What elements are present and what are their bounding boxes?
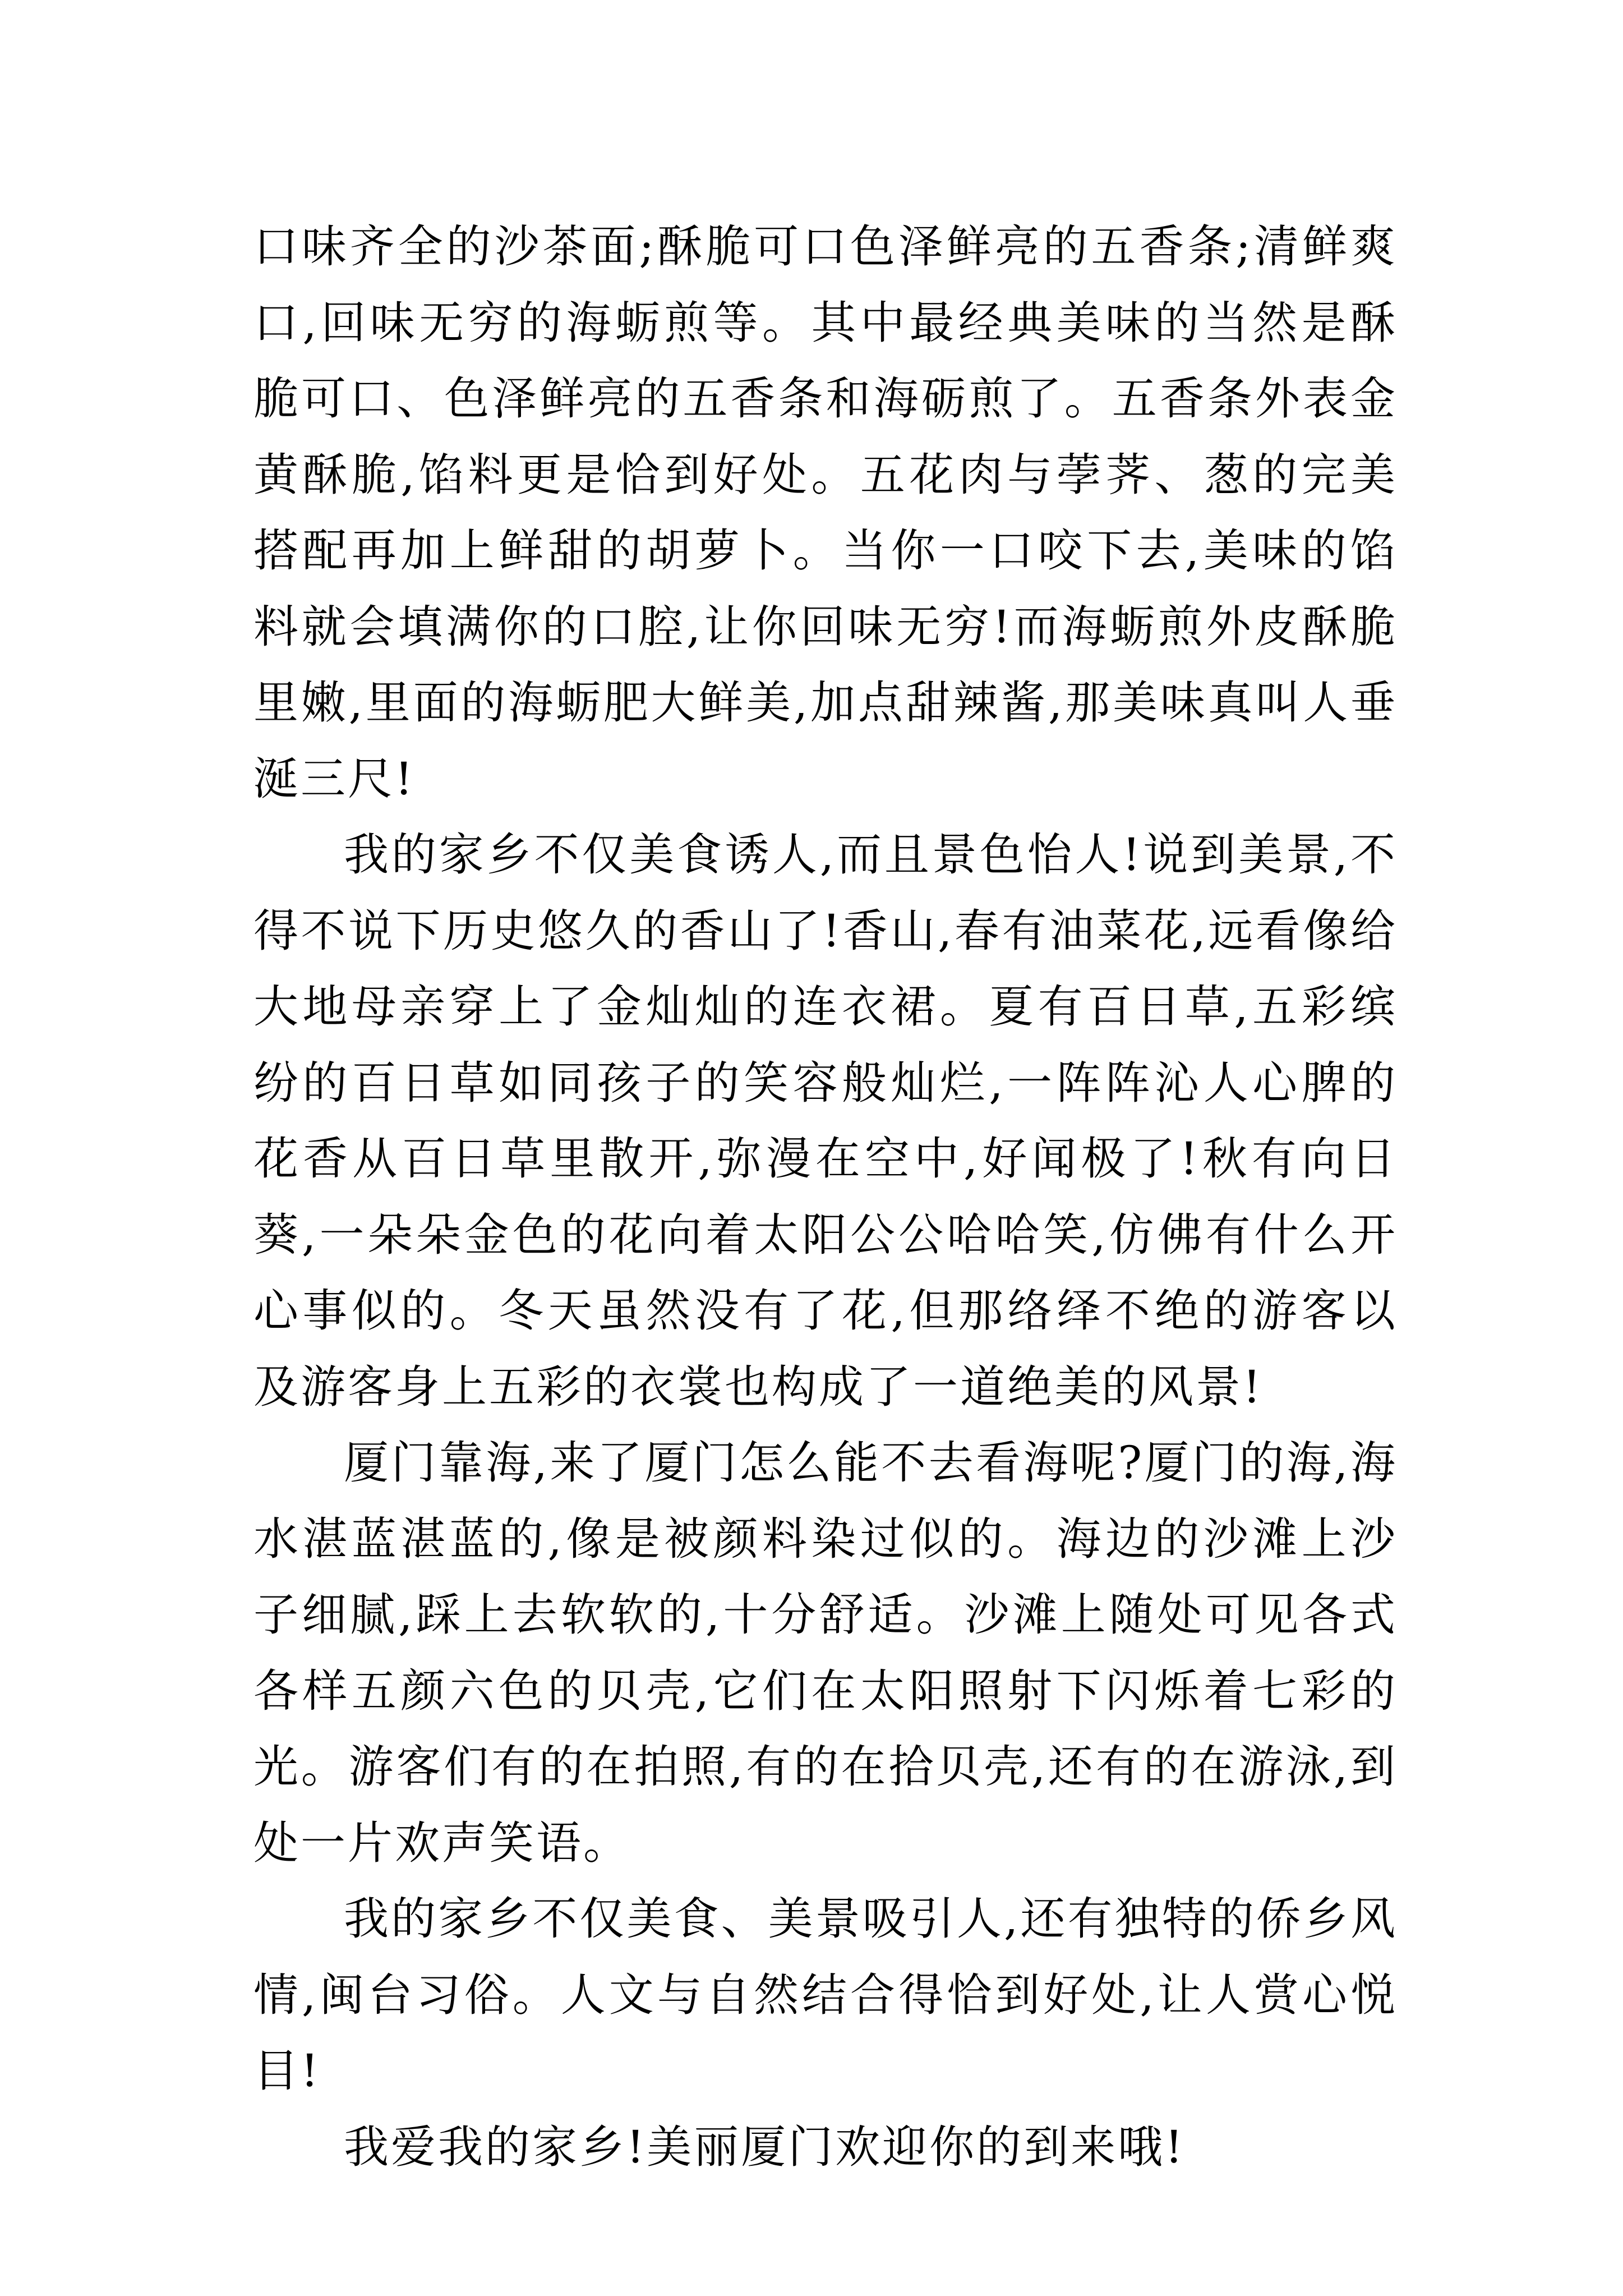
paragraph-closing: 我爱我的家乡!美丽厦门欢迎你的到来哦! — [344, 2120, 1186, 2173]
paragraph-customs: 我的家乡不仅美食、美景吸引人,还有独特的侨乡风情,闽台习俗。人文与自然结合得恰到好处,让人赏心悦目! — [253, 1893, 1398, 2097]
paragraph-sea: 厦门靠海,来了厦门怎么能不去看海呢?厦门的海,海水湛蓝湛蓝的,像是被颜料染过似的。海边的沙滩上沙子细腻,踩上去软软的,十分舒适。沙滩上随处可见各式各样五颜六色的贝壳,它们在太阳照射下闪烁着七彩的光。游客们有的在拍照,有的在拾贝壳,还有的在游泳,到处一片欢声笑语。 — [253, 1437, 1398, 1869]
paragraph-food: 口味齐全的沙茶面;酥脆可口色泽鲜亮的五香条;清鲜爽口,回味无穷的海蛎煎等。其中最经典美味的当然是酥脆可口、色泽鲜亮的五香条和海砺煎了。五香条外表金黄酥脆,馅料更是恰到好处。五花肉与荸荠、葱的完美搭配再加上鲜甜的胡萝卜。当你一口咬下去,美味的馅料就会填满你的口腔,让你回味无穷!而海蛎煎外皮酥脆里嫩,里面的海蛎肥大鲜美,加点甜辣酱,那美味真叫人垂涎三尺! — [253, 220, 1398, 805]
document-body — [253, 209, 1398, 2185]
paragraph-scenery: 我的家乡不仅美食诱人,而且景色怡人!说到美景,不得不说下历史悠久的香山了!香山,春有油菜花,远看像给大地母亲穿上了金灿灿的连衣裙。夏有百日草,五彩缤纷的百日草如同孩子的笑容般灿烂,一阵阵沁人心脾的花香从百日草里散开,弥漫在空中,好闻极了!秋有向日葵,一朵朵金色的花向着太阳公公哈哈笑,仿佛有什么开心事似的。冬天虽然没有了花,但那络绎不绝的游客以及游客身上五彩的衣裳也构成了一道绝美的风景! — [253, 829, 1398, 1413]
